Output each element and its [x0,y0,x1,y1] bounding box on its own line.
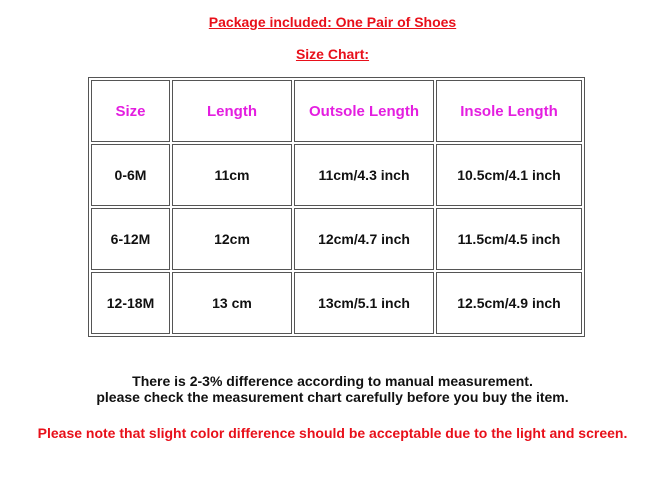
size-chart-heading: Size Chart: [295,46,370,62]
cell-size: 0-6M [91,144,170,206]
cell-size: 12-18M [91,272,170,334]
table-row [91,208,582,270]
header-cell-size: Size [91,80,170,142]
package-included-heading: Package included: One Pair of Shoes [208,14,457,30]
color-difference-note: Please note that slight color difference should be acceptable due to the light and screen. [37,425,628,441]
cell-outsole-length: 12cm/4.7 inch [294,208,434,270]
size-chart-table [88,77,585,337]
table-header-row [91,80,582,142]
measurement-note-line1: There is 2-3% difference according to manual measurement. [132,373,533,389]
table-row [91,144,582,206]
cell-insole-length: 11.5cm/4.5 inch [436,208,582,270]
header-cell-outsole-length: Outsole Length [294,80,434,142]
cell-length: 13 cm [172,272,292,334]
header-cell-insole-length: Insole Length [436,80,582,142]
header-cell-length: Length [172,80,292,142]
measurement-note-line2: please check the measurement chart carefully before you buy the item. [96,389,569,405]
cell-size: 6-12M [91,208,170,270]
cell-outsole-length: 11cm/4.3 inch [294,144,434,206]
cell-length: 11cm [172,144,292,206]
cell-insole-length: 10.5cm/4.1 inch [436,144,582,206]
cell-insole-length: 12.5cm/4.9 inch [436,272,582,334]
cell-outsole-length: 13cm/5.1 inch [294,272,434,334]
table-row [91,272,582,334]
cell-length: 12cm [172,208,292,270]
